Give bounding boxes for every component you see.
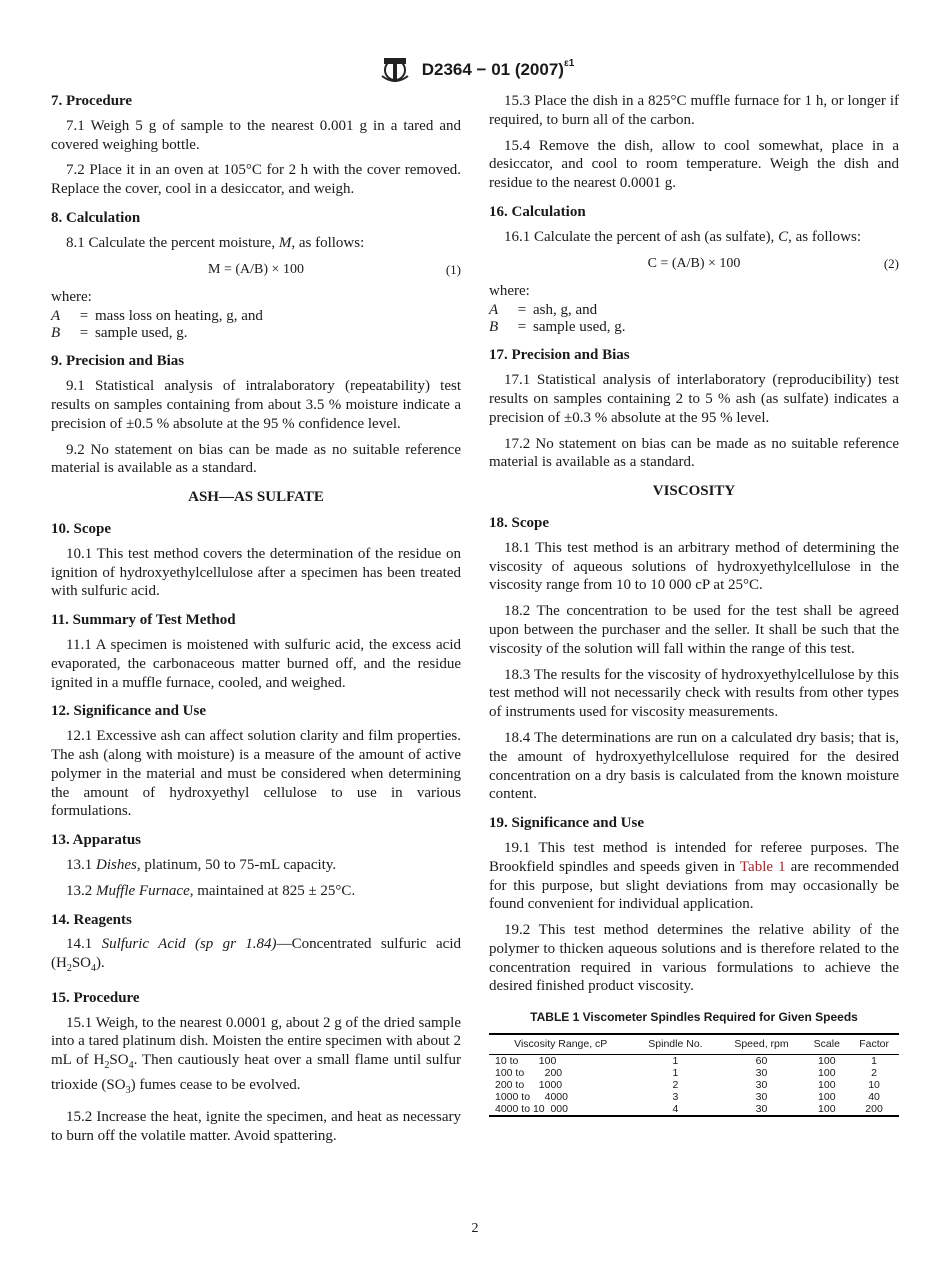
viscosity-heading: VISCOSITY <box>652 483 736 500</box>
paragraph-13-1: 13.1 Dishes, platinum, 50 to 75-mL capacity. <box>66 856 337 873</box>
designation-superscript: ε1 <box>563 58 575 70</box>
table-1-title: TABLE 1 Viscometer Spindles Required for Given Speeds <box>530 1010 858 1025</box>
section-13-title: 13. Apparatus <box>51 832 142 849</box>
table-1-link[interactable]: Table 1 <box>739 858 786 875</box>
equation-1 <box>51 260 461 284</box>
section-18-title: 18. Scope <box>489 514 549 531</box>
definition-row: B = sample used, g. <box>51 325 188 342</box>
paragraph-9-1: 9.1 Statistical analysis of intralaboratory (repeatability) test results on samples containing from about 3.5 % moisture indicate a precision of ±0.5 % absolute at the 95 % confidence level. <box>51 378 461 432</box>
section-14-title: 14. Reagents <box>51 911 132 928</box>
equation-2 <box>489 254 899 278</box>
paragraph-13-2: 13.2 Muffle Furnace, maintained at 825 ± 25°C. <box>66 882 356 899</box>
col-header-factor: Factor <box>859 1038 889 1051</box>
section-7-title: 7. Procedure <box>51 93 133 109</box>
equation-1-number: (1) <box>445 261 461 277</box>
definitions-list <box>51 308 461 342</box>
table-row: 100 to 200 1 30 100 2 <box>495 1067 877 1080</box>
where-label: where: <box>51 288 92 305</box>
equation-2-formula: C = (A/B) × 100 <box>647 255 741 271</box>
col-header-scale: Scale <box>813 1038 840 1051</box>
definition-row: B = sample used, g. <box>489 319 626 336</box>
col-header-speed: Speed, rpm <box>734 1038 789 1051</box>
col-header-viscosity-range: Viscosity Range, cP <box>514 1038 608 1051</box>
table-row: 4000 to 10 000 4 30 100 200 <box>489 1103 899 1116</box>
paragraph-19-2: 19.2 This test method determines the relative ability of the polymer to thicken aqueous solutions and is therefore related to the concentration required in various formulations to achieve the desired finished product viscosity. <box>489 922 899 995</box>
right-column <box>489 92 899 1117</box>
paragraph-15-2: 15.2 Increase the heat, ignite the specimen, and heat as necessary to burn off the volatile matter. Avoid spattering. <box>51 1108 461 1144</box>
section-19-title: 19. Significance and Use <box>489 815 645 832</box>
paragraph-19-1: 19.1 This test method is intended for referee purposes. The Brookfield spindles and speeds given in Table 1 are recommended for this purpose, but slight deviations from may occasionally be found convenient for individual application. <box>489 839 899 913</box>
table-header-row <box>489 1034 899 1055</box>
paragraph-15-3: 15.3 Place the dish in a 825°C muffle furnace for 1 h, or longer if required, to burn all of the carbon. <box>489 93 899 128</box>
equation-1-formula: M = (A/B) × 100 <box>208 261 304 277</box>
section-16-title: 16. Calculation <box>489 203 586 220</box>
paragraph-12-1: 12.1 Excessive ash can affect solution clarity and film properties. The ash (along with moisture) is a measure of the amount of active polymer in the material and must be considered when determining the amount of hydroxyethyl cellulose to use in various formulations. <box>51 728 461 820</box>
paragraph-16-1: 16.1 Calculate the percent of ash (as sulfate), C, as follows: <box>504 228 861 245</box>
paragraph-10-1: 10.1 This test method covers the determination of the residue on ignition of hydroxyethylcellulose after a specimen has been treated with sulfuric acid. <box>51 545 461 600</box>
paragraph-18-3: 18.3 The results for the viscosity of hydroxyethylcellulose by this test method will not necessarily check with results from other types of instruments used for viscosity measurements. <box>489 666 899 721</box>
section-11-title: 11. Summary of Test Method <box>51 612 236 629</box>
paragraph-15-1: 15.1 Weigh, to the nearest 0.0001 g, about 2 g of the dried sample into a tared platinum dish. Moisten the entire specimen with about 2 mL of $H_2SO_4$. Then cautiously heat over a small flame until sulfur trioxide $(SO_3)$ fumes cease to be evolved. <box>51 1014 461 1097</box>
paragraph-14-1: 14.1 Sulfuric Acid (sp gr 1.84)—Concentrated sulfuric acid $(H_2SO_4)$. <box>51 936 461 975</box>
paragraph-17-2: 17.2 No statement on bias can be made as no suitable reference material is available as a standard. <box>489 435 899 471</box>
ash-heading: ASH—AS SULFATE <box>188 489 324 506</box>
paragraph-11-1: 11.1 A specimen is moistened with sulfuric acid, the excess acid evaporated, the carbonaceous matter burned off, and the residue ignited in a muffle furnace, cooled, and weighed. <box>51 636 461 691</box>
table-row: 10 to 100 1 60 100 1 <box>495 1055 877 1068</box>
equation-2-number: (2) <box>883 255 899 271</box>
section-12-title: 12. Significance and Use <box>51 703 207 720</box>
table-row: 200 to 1000 2 30 100 10 <box>495 1079 880 1092</box>
left-column <box>51 92 461 1152</box>
col-header-spindle: Spindle No. <box>648 1038 703 1051</box>
section-15-title: 15. Procedure <box>51 989 140 1006</box>
paragraph-17-1: 17.1 Statistical analysis of interlaboratory (reproducibility) test results on samples containing 2 to 5 % ash (as sulfate) indicates a precision of ±0.3 % absolute at the 95 % level. <box>489 372 899 426</box>
document-designation: D2364 − 01 $(2007)^{\varepsilon 1}$ <box>421 58 575 79</box>
where-label: where: <box>489 282 530 299</box>
paragraph-7-1: 7.1 Weigh 5 g of sample to the nearest 0.001 g in a tared and covered weighing bottle. <box>51 117 461 153</box>
paragraph-15-4: 15.4 Remove the dish, allow to cool somewhat, place in a desiccator, and cool to room temperature. Weigh the dish and residue to the nearest 0.0001 g. <box>489 137 899 192</box>
paragraph-8-1: 8.1 Calculate the percent moisture, M, as follows: <box>66 234 365 251</box>
table-row: 1000 to 4000 3 30 100 40 <box>495 1091 880 1104</box>
paragraph-7-2: 7.2 Place it in an oven at 105°C for 2 h with the cover removed. Replace the cover, cool in a desiccator, and weigh. <box>51 162 461 198</box>
page-number: 2 <box>471 1221 479 1236</box>
section-17-title: 17. Precision and Bias <box>489 347 630 364</box>
page-header <box>0 54 950 86</box>
section-10-title: 10. Scope <box>51 520 111 537</box>
paragraph-18-4: 18.4 The determinations are run on a calculated dry basis; that is, the amount of hydroxyethylcellulose required for the desired concentration on a dry basis is calculated from the known moisture content. <box>489 729 899 803</box>
definition-row: A = ash, g, and <box>489 302 598 319</box>
table-1 <box>489 1033 899 1117</box>
definitions-list <box>489 302 899 336</box>
section-8-title: 8. Calculation <box>51 209 141 226</box>
section-9-title: 9. Precision and Bias <box>51 353 185 370</box>
astm-logo-icon <box>376 54 414 86</box>
paragraph-18-1: 18.1 This test method is an arbitrary method of determining the viscosity of aqueous solutions of hydroxyethylcellulose in the viscosity range from 10 to 10 000 cP at 25°C. <box>489 539 899 594</box>
definition-row: A = mass loss on heating, g, and <box>51 308 263 325</box>
paragraph-9-2: 9.2 No statement on bias can be made as no suitable reference material is available as a standard. <box>51 441 461 477</box>
paragraph-18-2: 18.2 The concentration to be used for the test shall be agreed upon between the purchaser and the seller. It shall be such that the viscosity of the solution will fall within the range of this test. <box>489 603 899 657</box>
